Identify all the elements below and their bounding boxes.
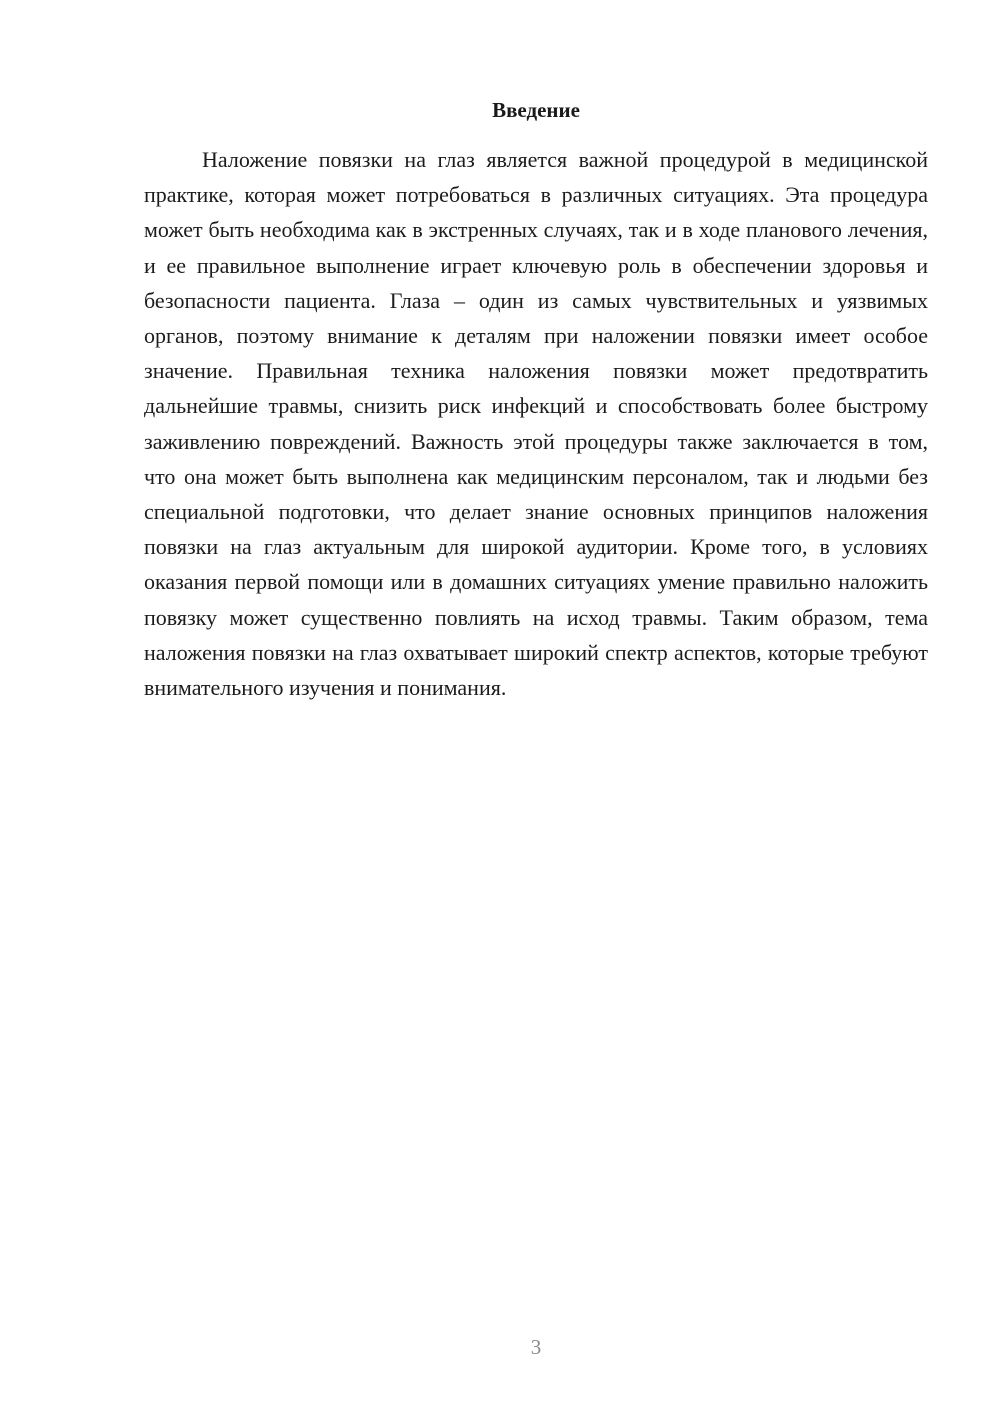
body-paragraph: Наложение повязки на глаз является важной процедурой в медицинской практике, которая может потребоваться в различных ситуациях. Эта процедура может быть необходима как в экстренных случаях, так и в ходе планового лечения, и ее правильное выполнение играет ключевую роль в обеспечении здоровья и безопасности пациента. Глаза – один из самых чувствительных и уязвимых органов, поэтому внимание к деталям при наложении повязки имеет особое значение. Правильная техника наложения повязки может предотвратить дальнейшие травмы, снизить риск инфекций и способствовать более быстрому заживлению повреждений. Важность этой процедуры также заключается в том, что она может быть выполнена как медицинским персоналом, так и людьми без специальной подготовки, что делает знание основных принципов наложения повязки на глаз актуальным для широкой аудитории. Кроме того, в условиях оказания первой помощи или в домашних ситуациях умение правильно наложить повязку может существенно повлиять на исход травмы. Таким образом, тема наложения повязки на глаз охватывает широкий спектр аспектов, которые требуют внимательного изучения и понимания. xyxy=(144,147,928,701)
page-number: 3 xyxy=(530,1335,542,1359)
section-heading: Введение xyxy=(492,98,580,122)
